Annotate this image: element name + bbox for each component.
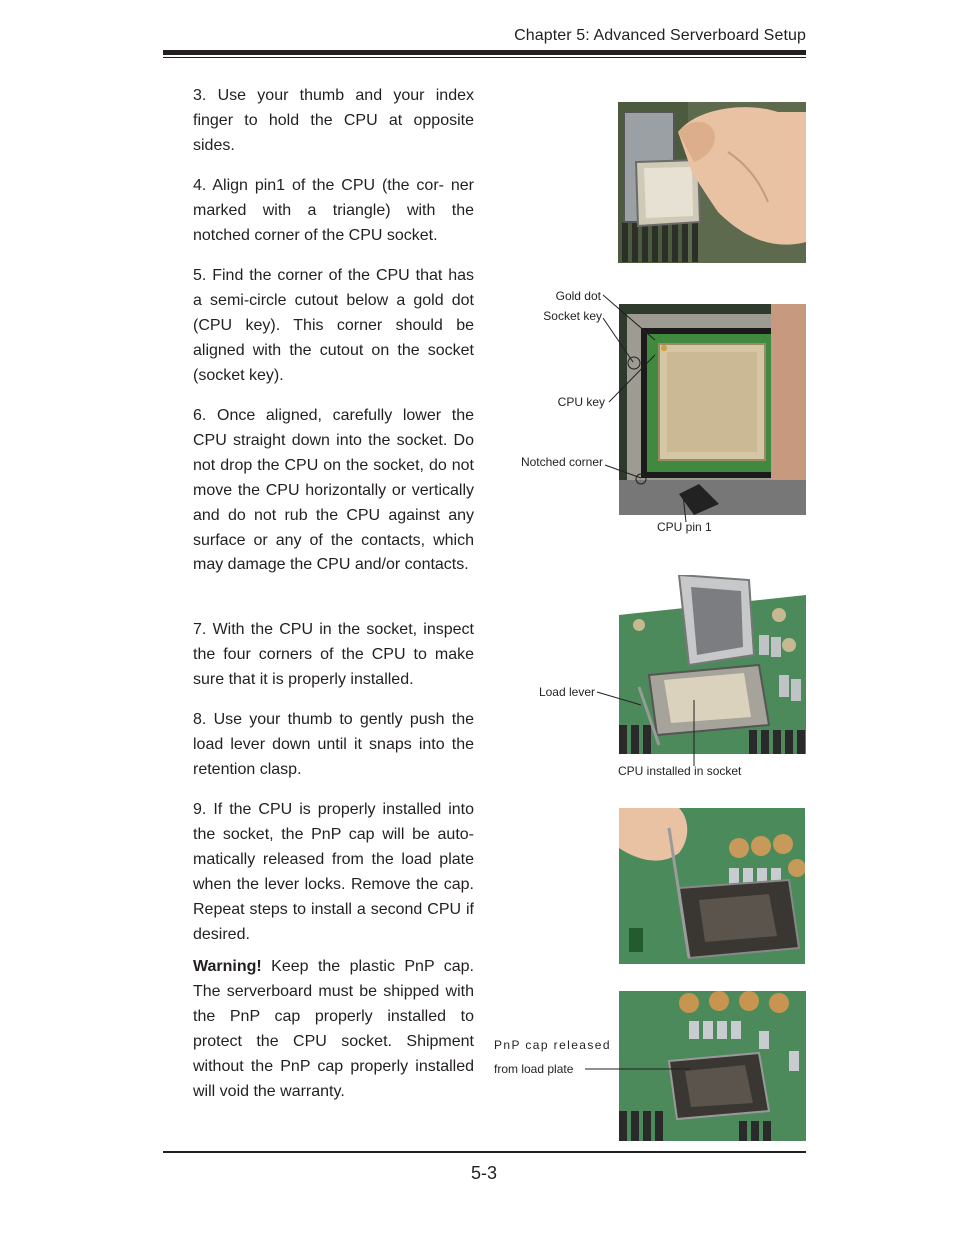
- step-9: 9. If the CPU is properly installed into the socket, the PnP cap will be auto- matically released from the load plate when the lever locks. Remove the cap. Repeat steps to install a second CPU if desired.: [193, 801, 474, 943]
- step-3: 3. Use your thumb and your index finger to hold the CPU at opposite sides.: [193, 87, 474, 154]
- step-4: 4. Align pin1 of the CPU (the cor- ner marked with a triangle) with the notched corner of the CPU socket.: [193, 177, 474, 244]
- label-cpu-pin-1: CPU pin 1: [657, 520, 712, 534]
- label-socket-key: Socket key: [543, 309, 602, 323]
- warning-label: Warning!: [193, 958, 262, 975]
- label-cpu-installed: CPU installed in socket: [618, 764, 742, 778]
- step-6: 6. Once aligned, carefully lower the CPU straight down into the socket. Do not drop the CPU on the socket, do not move the CPU horizontally or vertically and do not rub the CPU against any surface or any of the contacts, which may damage the CPU and/or contacts.: [193, 407, 474, 574]
- step-7: 7. With the CPU in the socket, inspect the four corners of the CPU to make sure that it is properly installed.: [193, 621, 474, 688]
- label-cpu-key: CPU key: [557, 395, 605, 409]
- label-pnp-released-line2: from load plate: [494, 1062, 574, 1076]
- step-5: 5. Find the corner of the CPU that has a semi-circle cutout below a gold dot (CPU key). This corner should be aligned with the cutout on the socket (socket key).: [193, 267, 474, 384]
- label-pnp-released-line1: PnP cap released: [494, 1038, 611, 1052]
- step-8: 8. Use your thumb to gently push the load lever down until it snaps into the retention clasp.: [193, 711, 474, 778]
- label-notched-corner: Notched corner: [520, 455, 603, 469]
- label-load-lever: Load lever: [538, 685, 595, 699]
- label-gold-dot: Gold dot: [555, 289, 601, 303]
- page-number: 5-3: [470, 1163, 497, 1183]
- warning-text: Keep the plastic PnP cap. The serverboard must be shipped with the PnP cap properly installed to protect the CPU socket. Shipment without the PnP cap properly installed will void the warranty.: [193, 958, 474, 1100]
- chapter-header: Chapter 5: Advanced Serverboard Setup: [514, 27, 806, 44]
- footer-rule: [163, 1151, 806, 1153]
